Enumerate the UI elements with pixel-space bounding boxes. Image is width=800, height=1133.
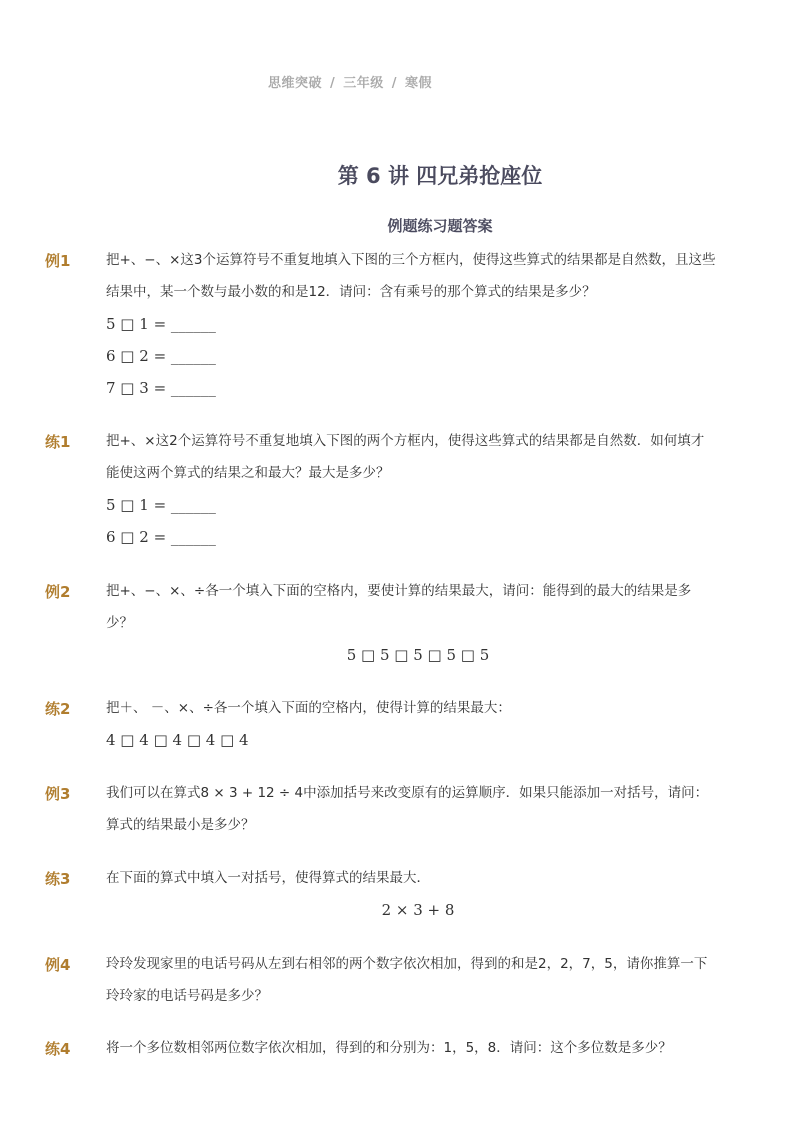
problem-text: 把+、×这2个运算符号不重复地填入下图的两个方框内，使得这些算式的结果都是自然数．如何填才能使这两个算式的结果之和最大？最大是多少？ <box>106 433 705 481</box>
problem-label: 例4 <box>45 956 71 974</box>
breadcrumb-separator: / <box>391 76 398 91</box>
problem-text: 我们可以在算式8 × 3 + 12 ÷ 4中添加括号来改变原有的运算顺序．如果只能添加一对括号，请问：算式的结果最小是多少？ <box>106 785 709 833</box>
problem-text: 在下面的算式中填入一对括号，使得算式的结果最大． <box>106 870 430 886</box>
breadcrumb <box>268 72 432 91</box>
problem-text: 将一个多位数相邻两位数字依次相加，得到的和分别为：1，5，8．请问：这个多位数是多少？ <box>106 1040 672 1056</box>
problem-content <box>106 244 716 404</box>
equation-line: 5 □ 1 = ______ <box>106 315 216 333</box>
problem-content <box>106 777 716 841</box>
lecture-title: 第 6 讲 四兄弟抢座位 <box>337 164 543 188</box>
problem-label: 练3 <box>45 870 71 888</box>
problem-text: 玲玲发现家里的电话号码从左到右相邻的两个数字依次相加，得到的和是2，2，7，5，请你推算一下玲玲家的电话号码是多少？ <box>106 956 708 1004</box>
problem-label: 练2 <box>45 700 71 718</box>
problem-content <box>106 1032 716 1064</box>
problem-content <box>106 948 716 1012</box>
breadcrumb-separator: / <box>330 76 336 91</box>
problem-content <box>106 575 716 671</box>
problem-content <box>106 425 716 553</box>
equation-line: 7 □ 3 = ______ <box>106 379 216 397</box>
equation-line: 4 □ 4 □ 4 □ 4 □ 4 <box>106 731 249 749</box>
equation-line: 6 □ 2 = ______ <box>106 347 216 365</box>
equation-centered: 5 □ 5 □ 5 □ 5 □ 5 <box>346 646 490 664</box>
problem-label: 例2 <box>45 583 71 601</box>
section-title: 例题练习题答案 <box>387 217 493 235</box>
equation-line: 5 □ 1 = ______ <box>106 496 216 514</box>
breadcrumb-item: 寒假 <box>405 76 433 91</box>
breadcrumb-item: 三年级 <box>343 76 384 91</box>
problem-text: 把＋、 －、×、÷各一个填入下面的空格内，使得计算的结果最大： <box>106 700 511 716</box>
problem-content <box>106 862 716 926</box>
problem-text: 把+、−、×这3个运算符号不重复地填入下图的三个方框内，使得这些算式的结果都是自然数，且这些结果中，某一个数与最小数的和是12．请问：含有乘号的那个算式的结果是多少？ <box>106 252 716 300</box>
equation-centered: 2 × 3 + 8 <box>381 901 455 919</box>
problem-label: 例1 <box>45 252 71 270</box>
problem-content <box>106 692 716 756</box>
breadcrumb-item: 思维突破 <box>268 76 323 91</box>
problem-label: 练1 <box>45 433 71 451</box>
problem-label: 例3 <box>45 785 71 803</box>
equation-line: 6 □ 2 = ______ <box>106 528 216 546</box>
problem-label: 练4 <box>45 1040 71 1058</box>
problem-text: 把+、−、×、÷各一个填入下面的空格内，要使计算的结果最大，请问：能得到的最大的结果是多少？ <box>106 583 692 631</box>
